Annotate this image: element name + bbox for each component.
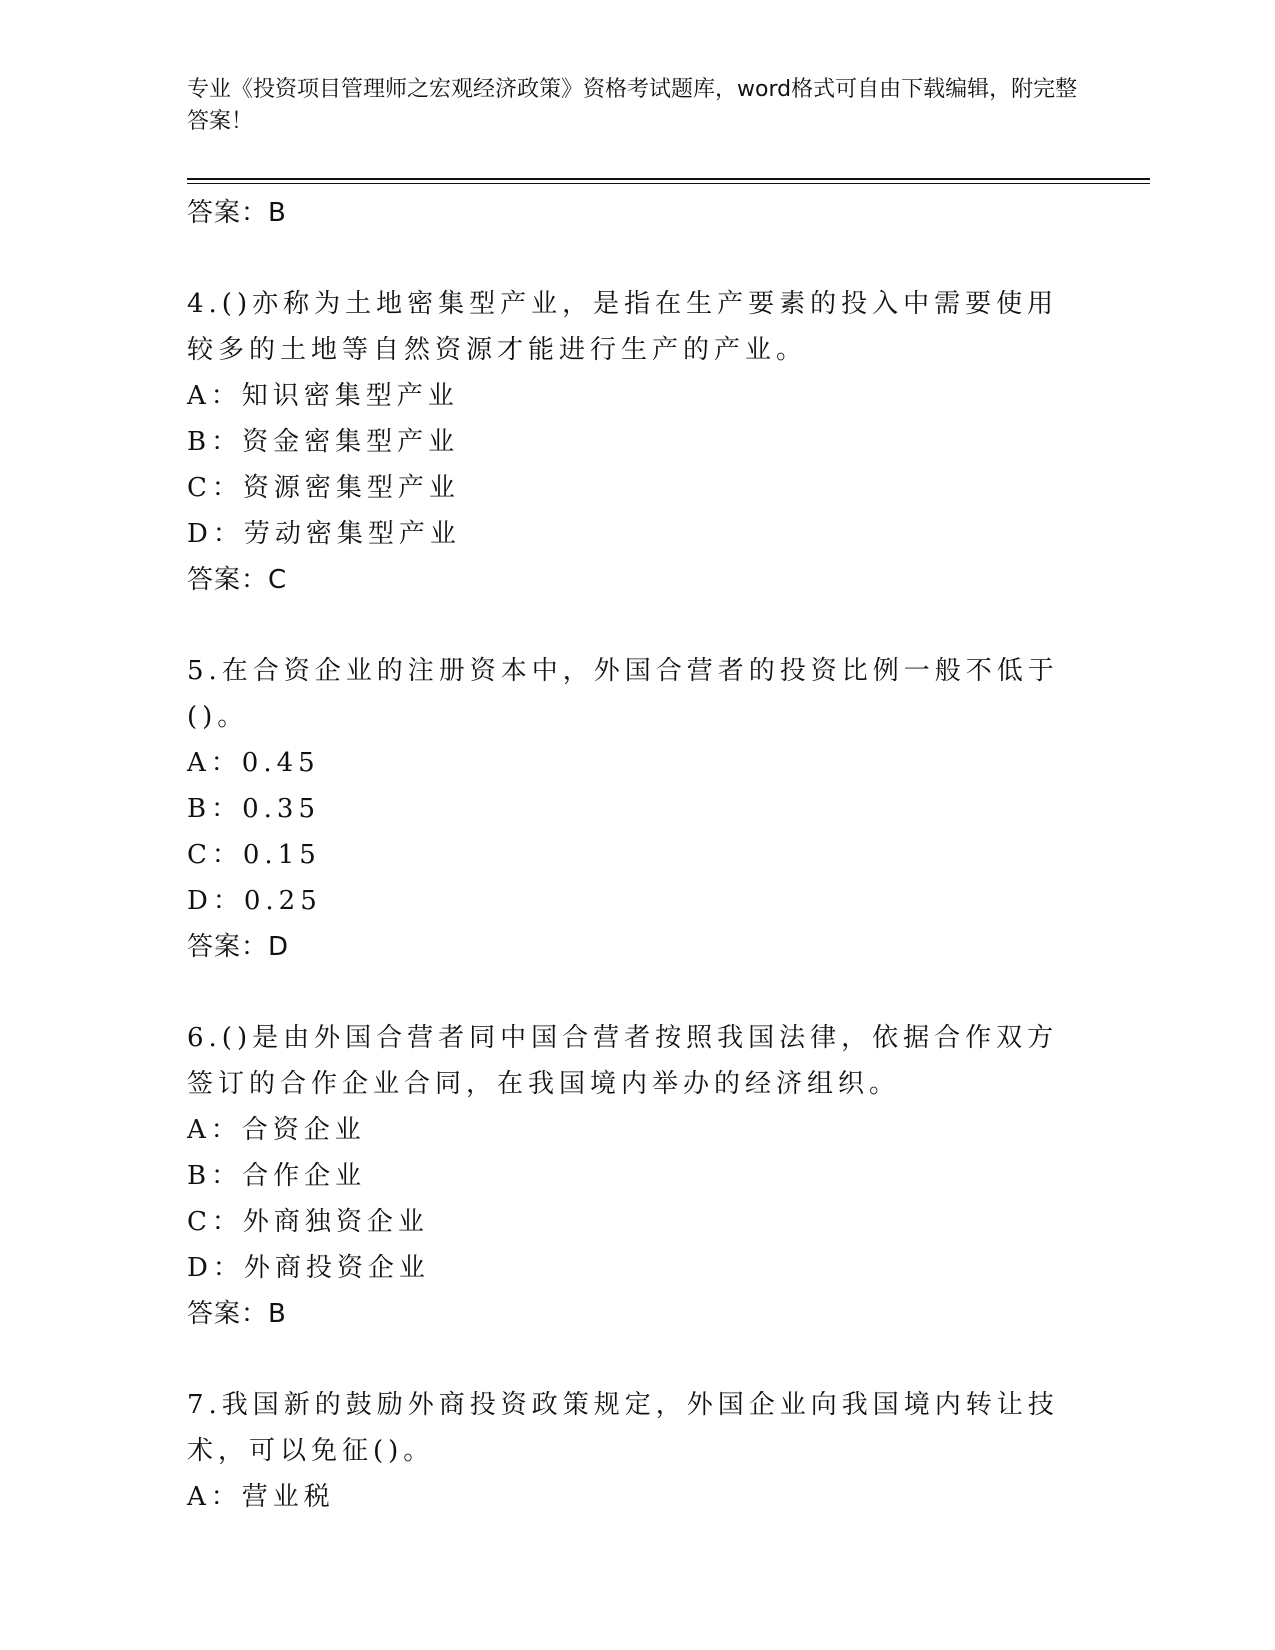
question-item bbox=[187, 281, 1087, 603]
option-d: D：外商投资企业 bbox=[187, 1253, 430, 1283]
header-divider bbox=[187, 178, 1150, 180]
question-stem: 4.()亦称为土地密集型产业，是指在生产要素的投入中需要使用较多的土地等自然资源才能进行生产的产业。 bbox=[187, 289, 1059, 365]
option-d: D：劳动密集型产业 bbox=[187, 519, 461, 549]
option-b: B：资金密集型产业 bbox=[187, 427, 460, 457]
answer-line: 答案：D bbox=[187, 932, 290, 962]
answer-line: 答案：C bbox=[187, 565, 288, 595]
question-stem: 6.()是由外国合营者同中国合营者按照我国法律，依据合作双方签订的合作企业合同，在我国境内举办的经济组织。 bbox=[187, 1023, 1059, 1099]
answer-line: 答案：B bbox=[187, 198, 287, 228]
question-item bbox=[187, 648, 1087, 970]
option-c: C：外商独资企业 bbox=[187, 1207, 429, 1237]
option-c: C：资源密集型产业 bbox=[187, 473, 460, 503]
question-stem: 7.我国新的鼓励外商投资政策规定，外国企业向我国境内转让技术，可以免征()。 bbox=[187, 1390, 1059, 1466]
question-item bbox=[187, 1015, 1087, 1337]
option-b: B：合作企业 bbox=[187, 1161, 367, 1191]
option-a: A：知识密集型产业 bbox=[187, 381, 459, 411]
option-b: B：0.35 bbox=[187, 794, 320, 824]
question-list bbox=[187, 190, 1087, 1520]
header-divider-thin bbox=[187, 183, 1150, 184]
question-item bbox=[187, 1382, 1087, 1520]
option-d: D：0.25 bbox=[187, 886, 322, 916]
option-a: A：0.45 bbox=[187, 748, 320, 778]
answer-line: 答案：B bbox=[187, 1299, 287, 1329]
page-header: 专业《投资项目管理师之宏观经济政策》资格考试题库，word格式可自由下载编辑，附完整答案！ bbox=[187, 77, 1078, 134]
question-stem: 5.在合资企业的注册资本中，外国合营者的投资比例一般不低于()。 bbox=[187, 656, 1059, 732]
option-a: A：营业税 bbox=[187, 1482, 335, 1512]
option-a: A：合资企业 bbox=[187, 1115, 366, 1145]
option-c: C：0.15 bbox=[187, 840, 321, 870]
